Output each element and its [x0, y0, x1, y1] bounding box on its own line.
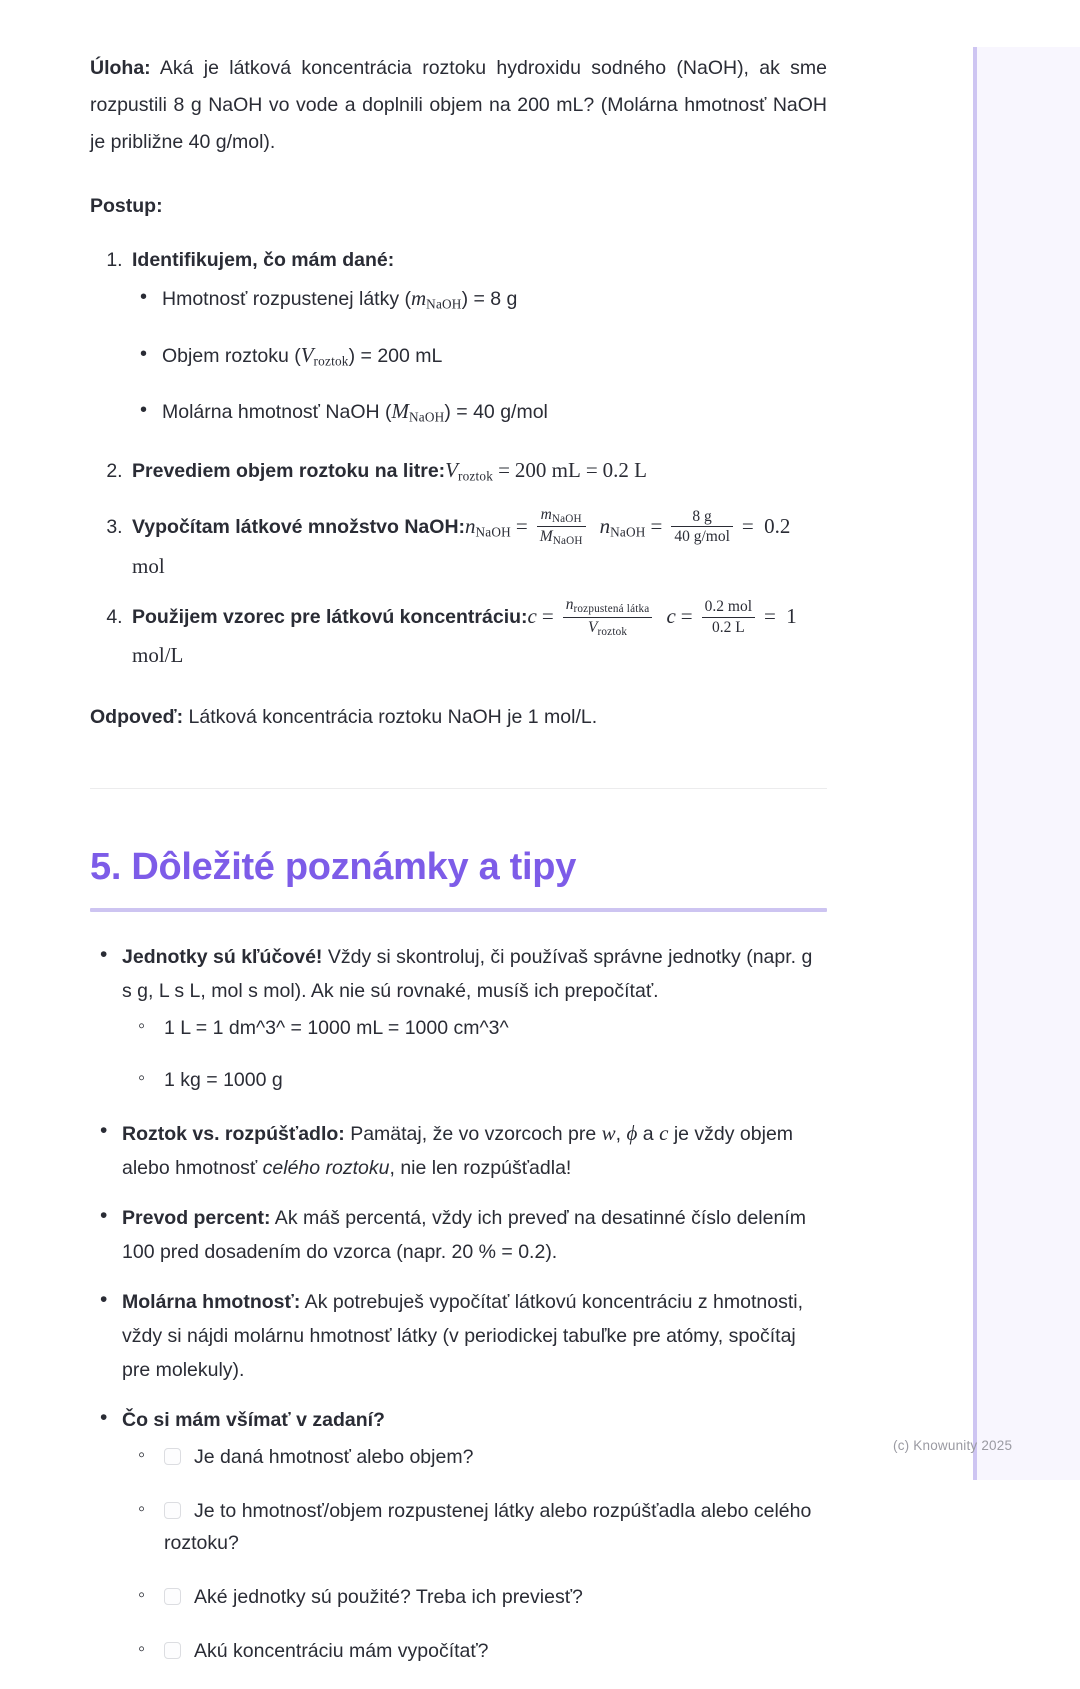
procedure-label: Postup:	[90, 195, 163, 217]
math-subscript: roztok	[313, 353, 349, 369]
step-item	[128, 243, 827, 433]
tip-text: Ak potrebuješ vypočítať látkovú koncentráciu z hmotnosti, vždy si nájdi molárnu hmotnosť látky (v periodickej tabuľke pre atómy, spočítaj pre molekuly).	[122, 1290, 804, 1381]
checklist-item	[164, 1495, 827, 1559]
answer-label: Odpoveď:	[90, 705, 184, 728]
emphasis-text: celého roztoku	[262, 1156, 390, 1179]
step-label: Vypočítam látkové množstvo NaOH:	[132, 515, 466, 538]
tip-lead: Jednotky sú kľúčové!	[122, 945, 323, 968]
answer-text: Látková koncentrácia roztoku NaOH je 1 mol/L.	[183, 705, 598, 728]
document-page	[90, 0, 827, 1689]
task-label: Úloha:	[90, 57, 151, 79]
list-item: • Hmotnosť rozpustenej látky (mNaOH) = 8 g	[162, 283, 827, 320]
tip-lead: Prevod percent:	[122, 1206, 271, 1229]
tip-lead: Molárna hmotnosť:	[122, 1290, 301, 1313]
checklist-label: Akú koncentráciu mám vypočítať?	[194, 1639, 489, 1662]
checklist-item	[164, 1441, 827, 1473]
list-item: • Objem roztoku (Vroztok) = 200 mL	[162, 340, 827, 377]
fraction: $\frac{8 g}{\text{40 g/mol}}$	[671, 508, 733, 546]
checklist-item	[164, 1581, 827, 1613]
step-result: 1 mol/L	[132, 604, 797, 667]
checklist-label: Je daná hmotnosť alebo objem?	[194, 1445, 474, 1468]
step-label: Prevediem objem roztoku na litre:	[132, 460, 446, 483]
section-heading-rule	[90, 908, 827, 912]
math-expression: Vroztok = 200 mL = 0.2 L	[445, 458, 647, 484]
step-result: 0.2 mol	[132, 513, 791, 579]
fraction: $\frac{\text{0.2 mol}}{0.2 L}$	[702, 598, 755, 636]
right-side-panel	[973, 47, 1080, 1480]
tip-lead: Roztok vs. rozpúšťadlo:	[122, 1122, 345, 1145]
math-subscript: NaOH	[426, 296, 462, 312]
tip-text: Ak máš percentá, vždy ich preveď na desatinné číslo delením 100 pred dosadením do vzorca (napr. 20 % = 0.2).	[122, 1206, 806, 1263]
checkbox[interactable]	[164, 1642, 181, 1659]
checklist	[122, 1441, 827, 1667]
tip-text: Vždy si skontroluj, či používaš správne jednotky (napr. g s g, L s L, mol s mol). Ak nie sú rovnaké, musíš ich prepočítať.	[122, 945, 813, 1002]
checklist-label: Aké jednotky sú použité? Treba ich previesť?	[194, 1585, 583, 1608]
step-item	[128, 453, 827, 494]
step-item	[128, 506, 827, 584]
math-variable: M	[391, 399, 409, 424]
list-item	[122, 1201, 827, 1269]
math-variable: V	[300, 342, 314, 367]
list-item	[122, 1285, 827, 1387]
given-values-list	[132, 283, 827, 433]
tip-lead: Čo si mám všímať v zadaní?	[122, 1408, 385, 1431]
fraction: $\frac{\text{nrozpustená látka}}{\text{Vroztok}}$	[563, 596, 653, 638]
checkbox[interactable]	[164, 1588, 181, 1605]
list-item: • Molárna hmotnosť NaOH (MNaOH) = 40 g/mol	[162, 396, 827, 433]
math-expression: c = $\frac{\text{nrozpustená látka}}{\text{Vroztok}}$ c = $\frac{\text{0.2 mol}}{0.2 L}$ =	[527, 596, 776, 638]
step-label: Identifikujem, čo mám dané:	[132, 249, 395, 271]
list-item: ◦ 1 L = 1 dm^3^ = 1000 mL = 1000 cm^3^	[164, 1012, 827, 1044]
watermark: (c) Knowunity 2025	[893, 1438, 1013, 1453]
list-item: • Roztok vs. rozpúšťadlo: Pamätaj, že vo vzorcoch pre w, ϕ a c je vždy objem alebo hmotnosť celého roztoku, nie len rozpúšťadla!	[122, 1116, 827, 1185]
math-subscript: NaOH	[408, 410, 445, 426]
answer-paragraph	[90, 699, 827, 736]
checkbox[interactable]	[164, 1502, 181, 1519]
list-item	[122, 940, 827, 1096]
section-heading: 5. Dôležité poznámky a tipy	[90, 845, 577, 888]
math-expression: nNaOH = $\frac{\text{mNaOH}}{\text{MNaOH}}$ nNaOH = $\frac{8 g}{\text{40 g/mol}}$ =	[465, 505, 754, 547]
step-label: Použijem vzorec pre látkovú koncentráciu:	[132, 606, 528, 629]
math-variable: w	[601, 1120, 616, 1145]
procedure-steps	[90, 243, 827, 673]
task-text: Aká je látková koncentrácia roztoku hydroxidu sodného (NaOH), ak sme rozpustili 8 g NaOH vo vode a doplnili objem na 200 mL? (Molárna hmotnosť NaOH je približne 40 g/mol).	[90, 57, 827, 153]
step-item	[128, 596, 827, 673]
checklist-item	[164, 1635, 827, 1667]
unit-conversions-list	[122, 1012, 827, 1096]
math-variable: m	[411, 286, 427, 310]
tips-list	[90, 940, 827, 1667]
list-item: ◦ 1 kg = 1000 g	[164, 1064, 827, 1096]
list-item	[122, 1403, 827, 1667]
fraction: $\frac{\text{mNaOH}}{\text{MNaOH}}$	[537, 506, 586, 548]
math-variable: ϕ	[626, 1120, 638, 1145]
checklist-label: Je to hmotnosť/objem rozpustenej látky alebo rozpúšťadla alebo celého roztoku?	[164, 1499, 812, 1554]
task-paragraph	[90, 50, 827, 161]
section-divider	[90, 788, 827, 789]
math-variable: c	[659, 1120, 669, 1145]
checkbox[interactable]	[164, 1448, 181, 1465]
